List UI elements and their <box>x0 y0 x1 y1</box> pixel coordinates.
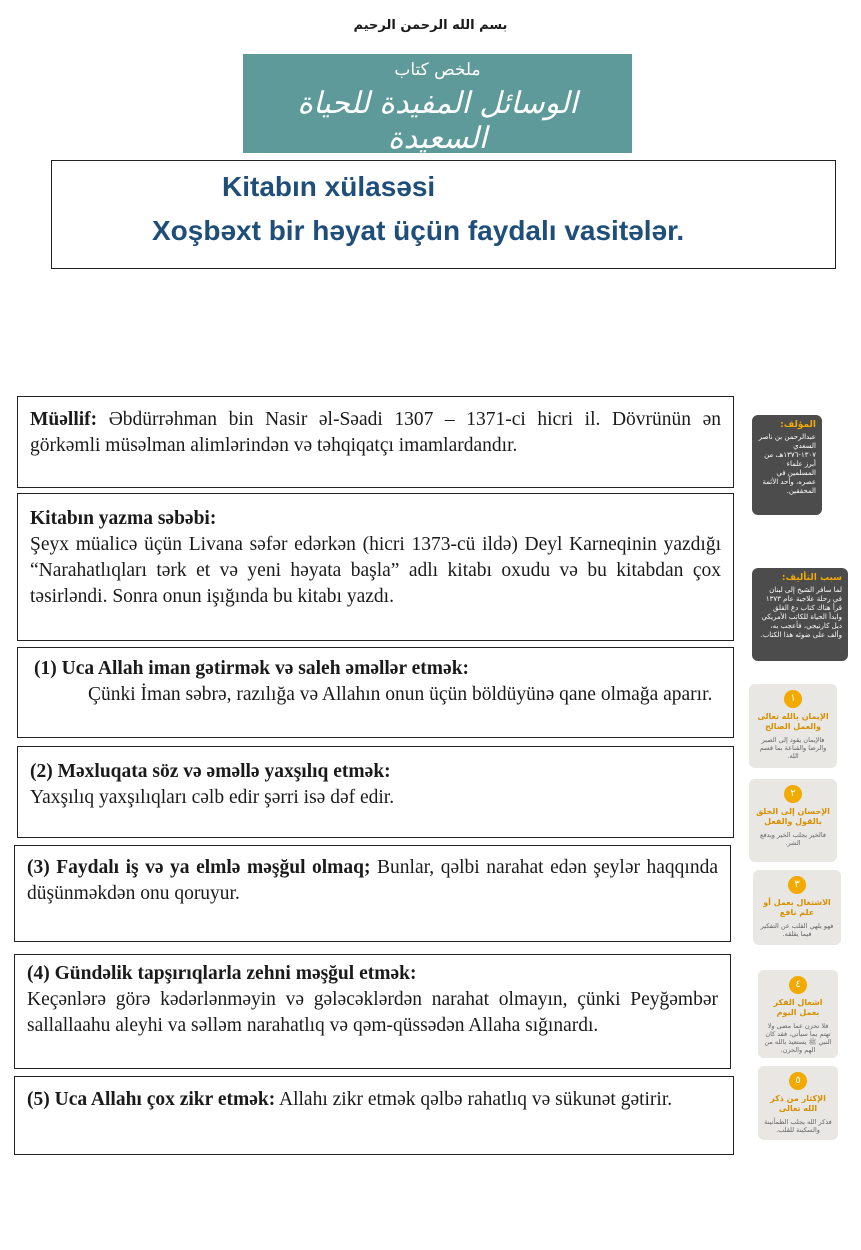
point-2-text: Yaxşılıq yaxşılıqları cəlb edir şərri isə dəf edir. <box>30 787 395 808</box>
point-5-text: Allahı zikr etmək qəlbə rahatlıq və sükunət gətirir. <box>275 1089 673 1110</box>
side-card-3-number: ٣ <box>788 876 806 894</box>
side-card-4-text: فلا تحزن عما مضى ولا تهتم بما سيأتي، فقد كان النبي ﷺ يستعيذ بالله من الهم والحزن. <box>764 1022 832 1054</box>
side-card-author <box>752 415 822 515</box>
banner-title: الوسائل المفيدة للحياة السعيدة <box>297 86 578 156</box>
point-1-box <box>17 647 734 738</box>
side-card-5-number: ٥ <box>789 1072 807 1090</box>
point-2-label: (2) Məxluqata söz və əməllə yaxşılıq etmək: <box>30 761 391 782</box>
side-card-1-number: ١ <box>784 690 802 708</box>
author-label: Müəllif: <box>30 409 98 430</box>
reason-label: Kitabın yazma səbəbi: <box>30 508 217 529</box>
side-card-2-number: ٢ <box>784 785 802 803</box>
title-line-2: Xoşbəxt bir həyat üçün faydalı vasitələr. <box>152 215 685 246</box>
side-card-3-heading: الاشتغال بعمل أو علم نافع <box>763 898 831 917</box>
basmala: بسم الله الرحمن الرحيم <box>353 18 508 33</box>
banner-subtitle: ملخص كتاب <box>394 60 481 80</box>
point-4-label: (4) Gündəlik tapşırıqlarla zehni məşğul etmək: <box>27 963 417 984</box>
side-card-2 <box>749 779 837 862</box>
point-3-text: Bunlar, qəlbi narahat edən şeylər haqqında düşünməkdən onu qoruyur. <box>27 857 718 904</box>
reason-box <box>17 493 734 641</box>
title-line-1: Kitabın xülasəsi <box>222 171 436 202</box>
side-card-4-number: ٤ <box>789 976 807 994</box>
point-1-text: Çünki İman səbrə, razılığa və Allahın onun üçün böldüyünə qane olmağa aparır. <box>88 684 713 705</box>
author-box <box>17 396 734 488</box>
point-4-text: Keçənlərə görə kədərlənməyin və gələcəklərdən narahat olmayın, çünki Peyğəmbər sallallaahu aleyhi va səlləm narahatlıq və qəm-qüssədən Allaha sığınardı. <box>27 989 718 1036</box>
point-1-label: (1) Uca Allah iman gətirmək və saleh əməllər etmək: <box>34 658 470 679</box>
side-card-2-text: فالخير يجلب الخير ويدفع الشر. <box>759 831 826 847</box>
side-card-4 <box>758 970 838 1058</box>
side-card-5 <box>758 1066 838 1140</box>
point-4-box <box>14 954 731 1069</box>
point-3-box <box>14 845 731 942</box>
author-text: Əbdürrəhman bin Nasir əl-Səadi 1307 – 1371-ci hicri il. Dövrünün ən görkəmli müsəlman alimlərindən və təhqiqatçı imamlardandır. <box>30 409 721 456</box>
side-card-1-text: فالإيمان يقود إلى الصبر والرضا والقناعة بما قسم الله. <box>759 736 827 760</box>
point-2-box <box>17 746 734 838</box>
point-5-label: (5) Uca Allahı çox zikr etmək: <box>27 1089 276 1110</box>
point-3-label: (3) Faydalı iş və ya elmlə məşğul olmaq; <box>27 857 371 878</box>
side-card-author-heading: المؤلف: <box>780 420 816 430</box>
side-card-1-heading: الإيمان بالله تعالى والعمل الصالح <box>757 712 829 731</box>
side-card-4-heading: اشغال الفكر بعمل اليوم <box>773 998 823 1017</box>
side-card-reason-heading: سبب التأليف: <box>781 573 842 583</box>
side-card-3-text: فهو يلهي القلب عن التفكير فيما يقلقه. <box>760 922 834 938</box>
book-title-banner <box>243 54 632 156</box>
side-card-1 <box>749 684 837 768</box>
side-card-3 <box>753 870 841 945</box>
side-card-5-text: فذكر الله يجلب الطمأنينة والسكينة للقلب. <box>764 1118 832 1134</box>
side-card-5-heading: الإكثار من ذكر الله تعالى <box>770 1094 826 1113</box>
point-5-box <box>14 1076 734 1155</box>
reason-text: Şeyx müalicə üçün Livana səfər edərkən (hicri 1373-cü ildə) Deyl Karneqinin yazdığı “Narahatlıqları tərk et və yeni həyata başla” adlı kitabı oxudu və bu kitabdan çox təsirləndi. Sonra onun işığında bu kitabı yazdı. <box>30 534 721 607</box>
side-card-reason <box>752 568 848 661</box>
side-card-author-text: عبدالرحمن بن ناصر السعدي ١٣٠٧-١٣٧٦هـ، من أبرز علماء المسلمين في عصره، وأحد الأئمة المحققين. <box>758 433 816 495</box>
title-box <box>51 160 836 269</box>
side-card-2-heading: الإحسان إلى الخلق بالقول والفعل <box>756 807 830 826</box>
side-card-reason-text: لما سافر الشيخ إلى لبنان في رحلة علاجية عام ١٣٧٣ قرأ هناك كتاب دع القلق وابدأ الحياة للكاتب الأمريكي ديل كارنيجي، فأعجب به، وألف على ضوئه هذا الكتاب. <box>760 586 842 639</box>
